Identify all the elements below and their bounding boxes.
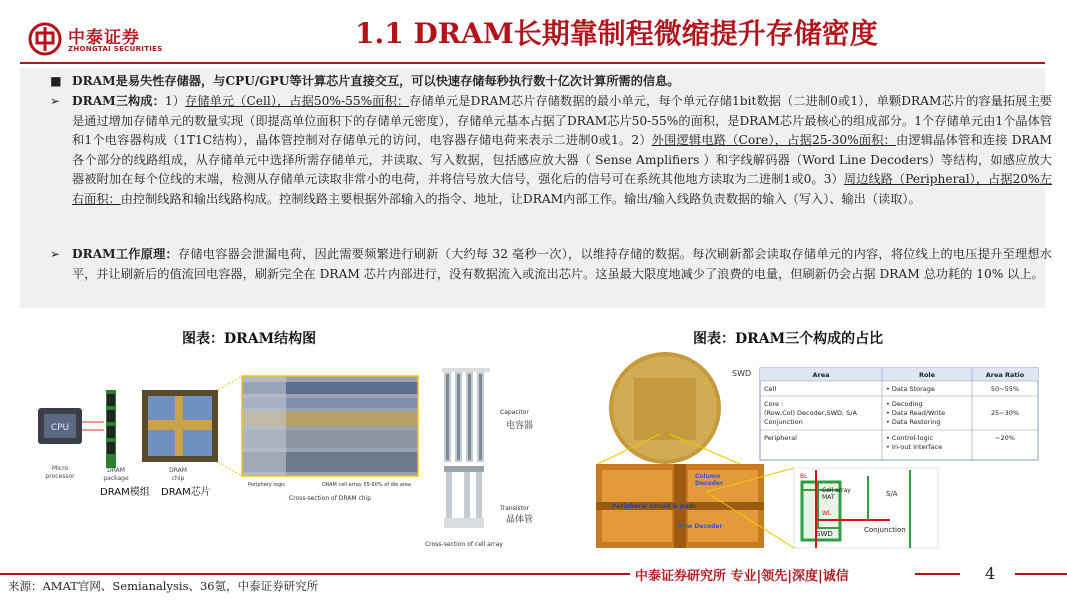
logo-en-text: ZHONGTAI SECURITIES <box>68 45 163 53</box>
core-role-1: • Decoding <box>886 400 923 408</box>
table-header-ratio: Area Ratio <box>985 371 1025 379</box>
dram-chip-cn-label: DRAM芯片 <box>161 487 211 498</box>
brand-slogan: 中泰证券研究所 专业|领先|深度|诚信 <box>635 569 849 584</box>
peripheral-role-2: • In-out interface <box>886 443 943 451</box>
footer-divider-right <box>1015 573 1067 575</box>
cpu-chip-illustration <box>38 408 82 444</box>
row-decoder-label: Row Decoder <box>678 523 723 530</box>
cell-array-note: DRAM cell array 55-60% of die area <box>322 482 411 488</box>
core-ratio: 25~30% <box>990 409 1020 417</box>
cpu-label: CPU <box>50 423 70 433</box>
cell-array-illustration <box>442 368 490 528</box>
left-figure-caption: 图表：DRAM结构图 <box>182 331 317 347</box>
table-header-role: Role <box>918 371 936 379</box>
title-divider <box>20 62 1045 64</box>
arrow-bullet-icon: ➢ <box>50 94 61 108</box>
p2-lead: DRAM三构成： <box>72 94 165 108</box>
column-decoder-label-2: Decoder <box>695 480 724 487</box>
ratio-table <box>760 368 1038 460</box>
transistor-cn-label: 晶体管 <box>506 515 534 525</box>
cell-array-label-2: MAT <box>822 494 835 501</box>
micro-label: Micro <box>51 465 69 472</box>
p2-s3-num: 3） <box>823 172 844 187</box>
right-figure-caption: 图表：DRAM三个构成的占比 <box>693 331 884 347</box>
zhongtai-logo-icon <box>28 22 62 56</box>
dram-module-cn-label: DRAM模组 <box>100 487 150 498</box>
capacitor-cn-label: 电容器 <box>506 421 534 431</box>
arrow-bullet-icon: ➢ <box>50 247 61 261</box>
p2-s2-body: 由逻辑晶体管和连接 DRAM 各个部分的线路组成，从存储单元中选择所需存储单元，并读取、写入数据，包括感应放大器（ Sense Amplifiers ）和字线解码器（Word Line Decoders）等结构，如感应放大器被附加在每个位线的末端，检测从存储单元读取非常小的电荷，并将信号放大信号，强化后的信号可在系统其他地方读取为二进制1或0。 <box>72 133 1052 187</box>
p1-text: DRAM是易失性存储器，与CPU/GPU等计算芯片直接交互，可以快速存储每秒执行数十亿次计算所需的信息。 <box>72 74 680 88</box>
sa-label: S/A <box>886 490 898 498</box>
wafer-illustration <box>609 352 721 464</box>
source-note: 来源：AMAT官网、Semianalysis、36氪，中泰证券研究所 <box>8 579 319 593</box>
chip-cross-section-caption: Cross-section of DRAM chip <box>288 495 372 502</box>
p2-s1-num: 1） <box>164 94 186 108</box>
core-area-1: Core : <box>764 400 784 408</box>
core-role-3: • Data Restoring <box>886 418 941 426</box>
dram-module-illustration <box>106 390 116 468</box>
peripheral-area: Peripheral <box>764 434 797 442</box>
cell-area: Cell <box>764 385 777 393</box>
summary-paragraph-1 <box>50 72 1052 92</box>
footer-divider-mid <box>915 573 960 575</box>
dram-package-label-1: DRAM <box>107 467 125 474</box>
table-header-area: Area <box>812 371 830 379</box>
core-area-3: Conjunction <box>764 418 803 426</box>
dram-package-label-2: package <box>103 475 129 482</box>
peripheral-pads-label: Peripheral circuit & pads <box>612 503 697 510</box>
core-area-2: (Row,Col) Decoder,SWD, S/A <box>764 409 857 417</box>
cell-array-label-1: Cell array <box>822 487 851 494</box>
p2-s3-body: 由控制线路和输出线路构成。控制线路主要根据外部输入的指令、地址，让DRAM内部工作。输出/输入线路负责数据的输入（写入）、输出（读取）。 <box>120 191 921 206</box>
cell-array-caption: Cross-section of cell array <box>425 541 503 548</box>
page-title: 1.1 DRAM长期靠制程微缩提升存储密度 <box>355 17 878 50</box>
p2-s1-title: 存储单元（Cell），占据50%-55%面积： <box>185 94 410 108</box>
capacitor-label: Capacitor <box>500 409 529 416</box>
conjunction-label: Conjunction <box>864 526 906 534</box>
swd-label: SWD <box>732 369 752 378</box>
dram-chip-label-1: DRAM <box>169 467 187 474</box>
page-number: 4 <box>985 564 996 583</box>
chip-cross-section-illustration <box>242 376 418 476</box>
p2-s1-body: 存储单元是DRAM芯片存储数据的最小单元，每个单元存储1bit数据（二进制0或1），单颗DRAM芯片的容量拓展主要是通过增加存储单元的数量实现（即提高单位面积下的存储单元密度），存储单元基本占据了DRAM芯片50-55%的面积，是DRAM芯片最核心的组成部分。1个存储单元由1个晶体管和1个电容器构成（1T1C结构），晶体管控制对存储单元的访问，电容器存储电荷来表示二进制0或1。 <box>72 94 1052 148</box>
summary-paragraph-2 <box>50 92 1052 210</box>
periphery-logic-label: Periphery logic <box>248 482 286 488</box>
column-decoder-label-1: Column <box>695 473 721 480</box>
transistor-label: Transistor <box>500 505 530 512</box>
swd-mat-label: SWD <box>816 530 833 538</box>
dram-structure-figure <box>30 362 555 554</box>
logo-cn-text: 中泰证券 <box>68 28 140 48</box>
footer-divider-left <box>0 573 630 575</box>
square-bullet-icon: ■ <box>50 74 62 88</box>
p2-s3-title: 周边线路（Peripheral），占据20%左右面积： <box>72 172 1052 206</box>
wl-label: WL <box>822 510 832 517</box>
dram-chip-illustration <box>142 390 218 462</box>
dram-chip-label-2: chip <box>171 475 185 482</box>
p3-body: 存储电容器会泄漏电荷，因此需要频繁进行刷新（大约每 32 毫秒一次），以维持存储的数据。每次刷新都会读取存储单元的内容，将位线上的电压提升至理想水平，并让刷新后的值流回电容器，刷新完全在 DRAM 芯片内部进行，没有数据流入或流出芯片。这虽最大限度地减少了浪费的电量，但刷新仍会占据 DRAM 总功耗的 10% 以上。 <box>72 247 1052 281</box>
company-logo <box>28 18 178 60</box>
p2-s2-title: 外围逻辑电路（Core），占据25-30%面积： <box>651 133 897 148</box>
cell-ratio: 50~55% <box>990 385 1020 393</box>
p3-lead: DRAM工作原理： <box>72 247 178 261</box>
dram-ratio-figure <box>590 352 1050 552</box>
summary-box <box>20 68 1052 308</box>
peripheral-role-1: • Control-logic <box>886 434 934 442</box>
p2-s2-num: 2） <box>631 133 652 148</box>
summary-paragraph-3 <box>50 245 1052 284</box>
processor-label: processor <box>45 473 75 480</box>
cell-role: • Data Storage <box>886 385 935 393</box>
peripheral-ratio: ~20% <box>995 434 1015 442</box>
bl-label: BL <box>800 473 808 480</box>
core-role-2: • Data Read/Write <box>886 409 946 417</box>
